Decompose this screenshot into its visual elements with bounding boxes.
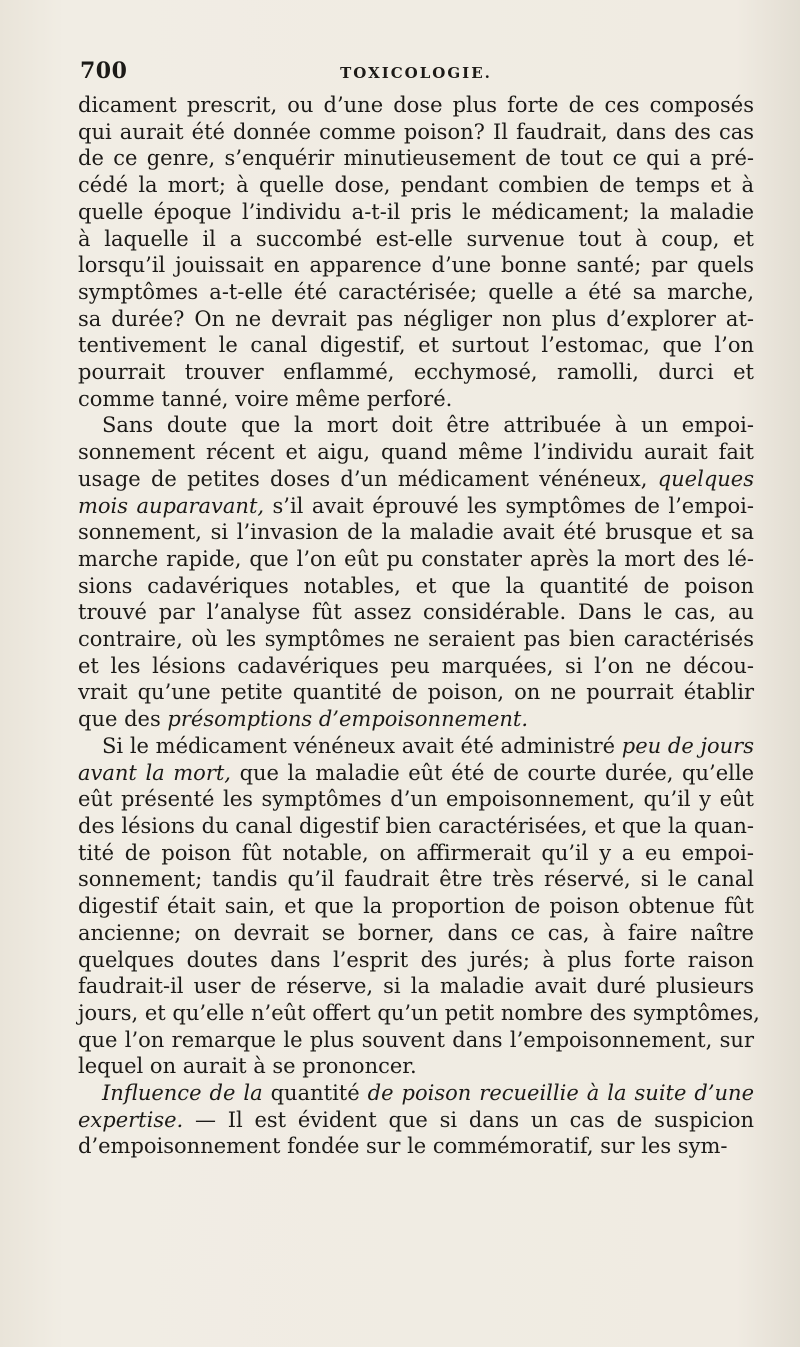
paragraph	[78, 733, 760, 1080]
text-line	[78, 546, 754, 573]
text-line	[78, 306, 754, 333]
text-run: que des	[78, 707, 168, 732]
text-line	[78, 412, 754, 439]
text-line	[78, 145, 754, 172]
text-line	[78, 626, 754, 653]
text-run: symptômes a-t-elle été caractérisée; quelle a été sa marche,	[78, 279, 754, 304]
text-line	[78, 679, 754, 706]
text-line	[78, 439, 754, 466]
italic-text: quelques	[657, 466, 754, 491]
text-run: vrait qu’une petite quantité de poison, on ne pourrait établir	[78, 680, 754, 705]
text-line	[78, 493, 754, 520]
text-run: digestif était sain, et que la proportion de poison obtenue fût	[78, 894, 754, 919]
text-run: jours, et qu’elle n’eût offert qu’un petit nombre des symptômes,	[78, 1000, 760, 1025]
text-line	[78, 813, 754, 840]
text-line	[78, 786, 754, 813]
text-run: quantité	[262, 1081, 368, 1106]
text-run: sa durée? On ne devrait pas négliger non plus d’explorer at-	[78, 306, 754, 331]
text-line	[78, 252, 754, 279]
paragraph	[78, 92, 754, 412]
text-run: Sans doute que la mort doit être attribuée à un empoi-	[102, 413, 754, 438]
text-run: usage de petites doses d’un médicament vénéneux,	[78, 466, 658, 491]
italic-text: peu de jours	[621, 733, 754, 758]
text-run: sonnement, si l’invasion de la maladie avait été brusque et sa	[78, 520, 754, 545]
body-text	[78, 92, 760, 1160]
text-line	[78, 1133, 754, 1160]
italic-text: mois auparavant,	[78, 493, 265, 518]
text-line	[78, 760, 754, 787]
text-line	[78, 1027, 754, 1054]
text-line	[78, 840, 754, 867]
text-line	[78, 279, 754, 306]
text-line	[78, 92, 754, 119]
text-run: s’il avait éprouvé les symptômes de l’empoi-	[264, 493, 754, 518]
text-line	[78, 573, 754, 600]
text-line	[78, 226, 754, 253]
text-line	[78, 359, 754, 386]
text-line	[78, 172, 754, 199]
text-run: — Il est évident que si dans un cas de suspicion	[183, 1107, 754, 1132]
italic-text: Influence de la	[102, 1081, 263, 1106]
text-run: contraire, où les symptômes ne seraient pas bien caractérisés	[78, 627, 754, 652]
text-run: Si le médicament vénéneux avait été administré	[102, 733, 622, 758]
text-line	[78, 866, 754, 893]
italic-text: de poison recueillie à la suite d’une	[367, 1081, 754, 1106]
text-line	[78, 733, 754, 760]
text-run: marche rapide, que l’on eût pu constater après la mort des lé-	[78, 546, 754, 571]
text-run: tentivement le canal digestif, et surtout l’estomac, que l’on	[78, 333, 754, 358]
text-line	[78, 519, 754, 546]
text-run: que la maladie eût été de courte durée, qu’elle	[230, 760, 754, 785]
text-line	[78, 599, 754, 626]
text-run: pourrait trouver enflammé, ecchymosé, ramolli, durci et	[78, 360, 754, 385]
text-run: faudrait-il user de réserve, si la maladie avait duré plusieurs	[78, 974, 754, 999]
text-run: des lésions du canal digestif bien caractérisées, et que la quan-	[78, 813, 754, 838]
text-run: que l’on remarque le plus souvent dans l’empoisonnement, sur	[78, 1027, 754, 1052]
text-line	[78, 466, 754, 493]
text-line	[78, 1080, 754, 1107]
text-run: ancienne; on devrait se borner, dans ce cas, à faire naître	[78, 920, 754, 945]
italic-text: présomptions d’empoisonnement.	[167, 707, 529, 732]
text-run: sonnement; tandis qu’il faudrait être très réservé, si le canal	[78, 867, 754, 892]
paragraph	[78, 1080, 754, 1160]
text-run: cédé la mort; à quelle dose, pendant combien de temps et à	[78, 173, 754, 198]
text-run: de ce genre, s’enquérir minutieusement de tout ce qui a pré-	[78, 146, 754, 171]
text-line	[78, 706, 754, 733]
text-line	[78, 947, 754, 974]
text-run: comme tanné, voire même perforé.	[78, 386, 453, 411]
running-title: TOXICOLOGIE.	[340, 64, 492, 82]
text-run: sonnement récent et aigu, quand même l’individu aurait fait	[78, 440, 754, 465]
text-line	[78, 1053, 754, 1080]
text-run: d’empoisonnement fondée sur le commémoratif, sur les sym-	[78, 1134, 728, 1159]
italic-text: expertise.	[78, 1107, 184, 1132]
text-run: quelques doutes dans l’esprit des jurés; à plus forte raison	[78, 947, 754, 972]
text-line	[78, 1000, 760, 1027]
text-run: tité de poison fût notable, on affirmerait qu’il y a eu empoi-	[78, 840, 754, 865]
text-run: quelle époque l’individu a-t-il pris le médicament; la maladie	[78, 199, 754, 224]
text-run: et les lésions cadavériques peu marquées, si l’on ne décou-	[78, 653, 754, 678]
text-line	[78, 893, 754, 920]
text-line	[78, 199, 754, 226]
text-line	[78, 973, 754, 1000]
text-line	[78, 920, 754, 947]
text-line	[78, 119, 754, 146]
text-run: eût présenté les symptômes d’un empoisonnement, qu’il y eût	[78, 787, 754, 812]
text-run: qui aurait été donnée comme poison? Il faudrait, dans des cas	[78, 119, 754, 144]
italic-text: avant la mort,	[78, 760, 231, 785]
text-run: à laquelle il a succombé est-elle survenue tout à coup, et	[78, 226, 754, 251]
text-line	[78, 1107, 754, 1134]
text-run: dicament prescrit, ou d’une dose plus forte de ces composés	[78, 93, 754, 117]
text-run: lorsqu’il jouissait en apparence d’une bonne santé; par quels	[78, 253, 754, 278]
text-line	[78, 332, 754, 359]
text-line	[78, 653, 754, 680]
page-number: 700	[80, 58, 128, 84]
text-run: lequel on aurait à se prononcer.	[78, 1054, 417, 1079]
paragraph	[78, 412, 754, 732]
text-run: sions cadavériques notables, et que la quantité de poison	[78, 573, 754, 598]
text-line	[78, 386, 754, 413]
text-run: trouvé par l’analyse fût assez considérable. Dans le cas, au	[78, 600, 754, 625]
page-header	[80, 58, 752, 92]
